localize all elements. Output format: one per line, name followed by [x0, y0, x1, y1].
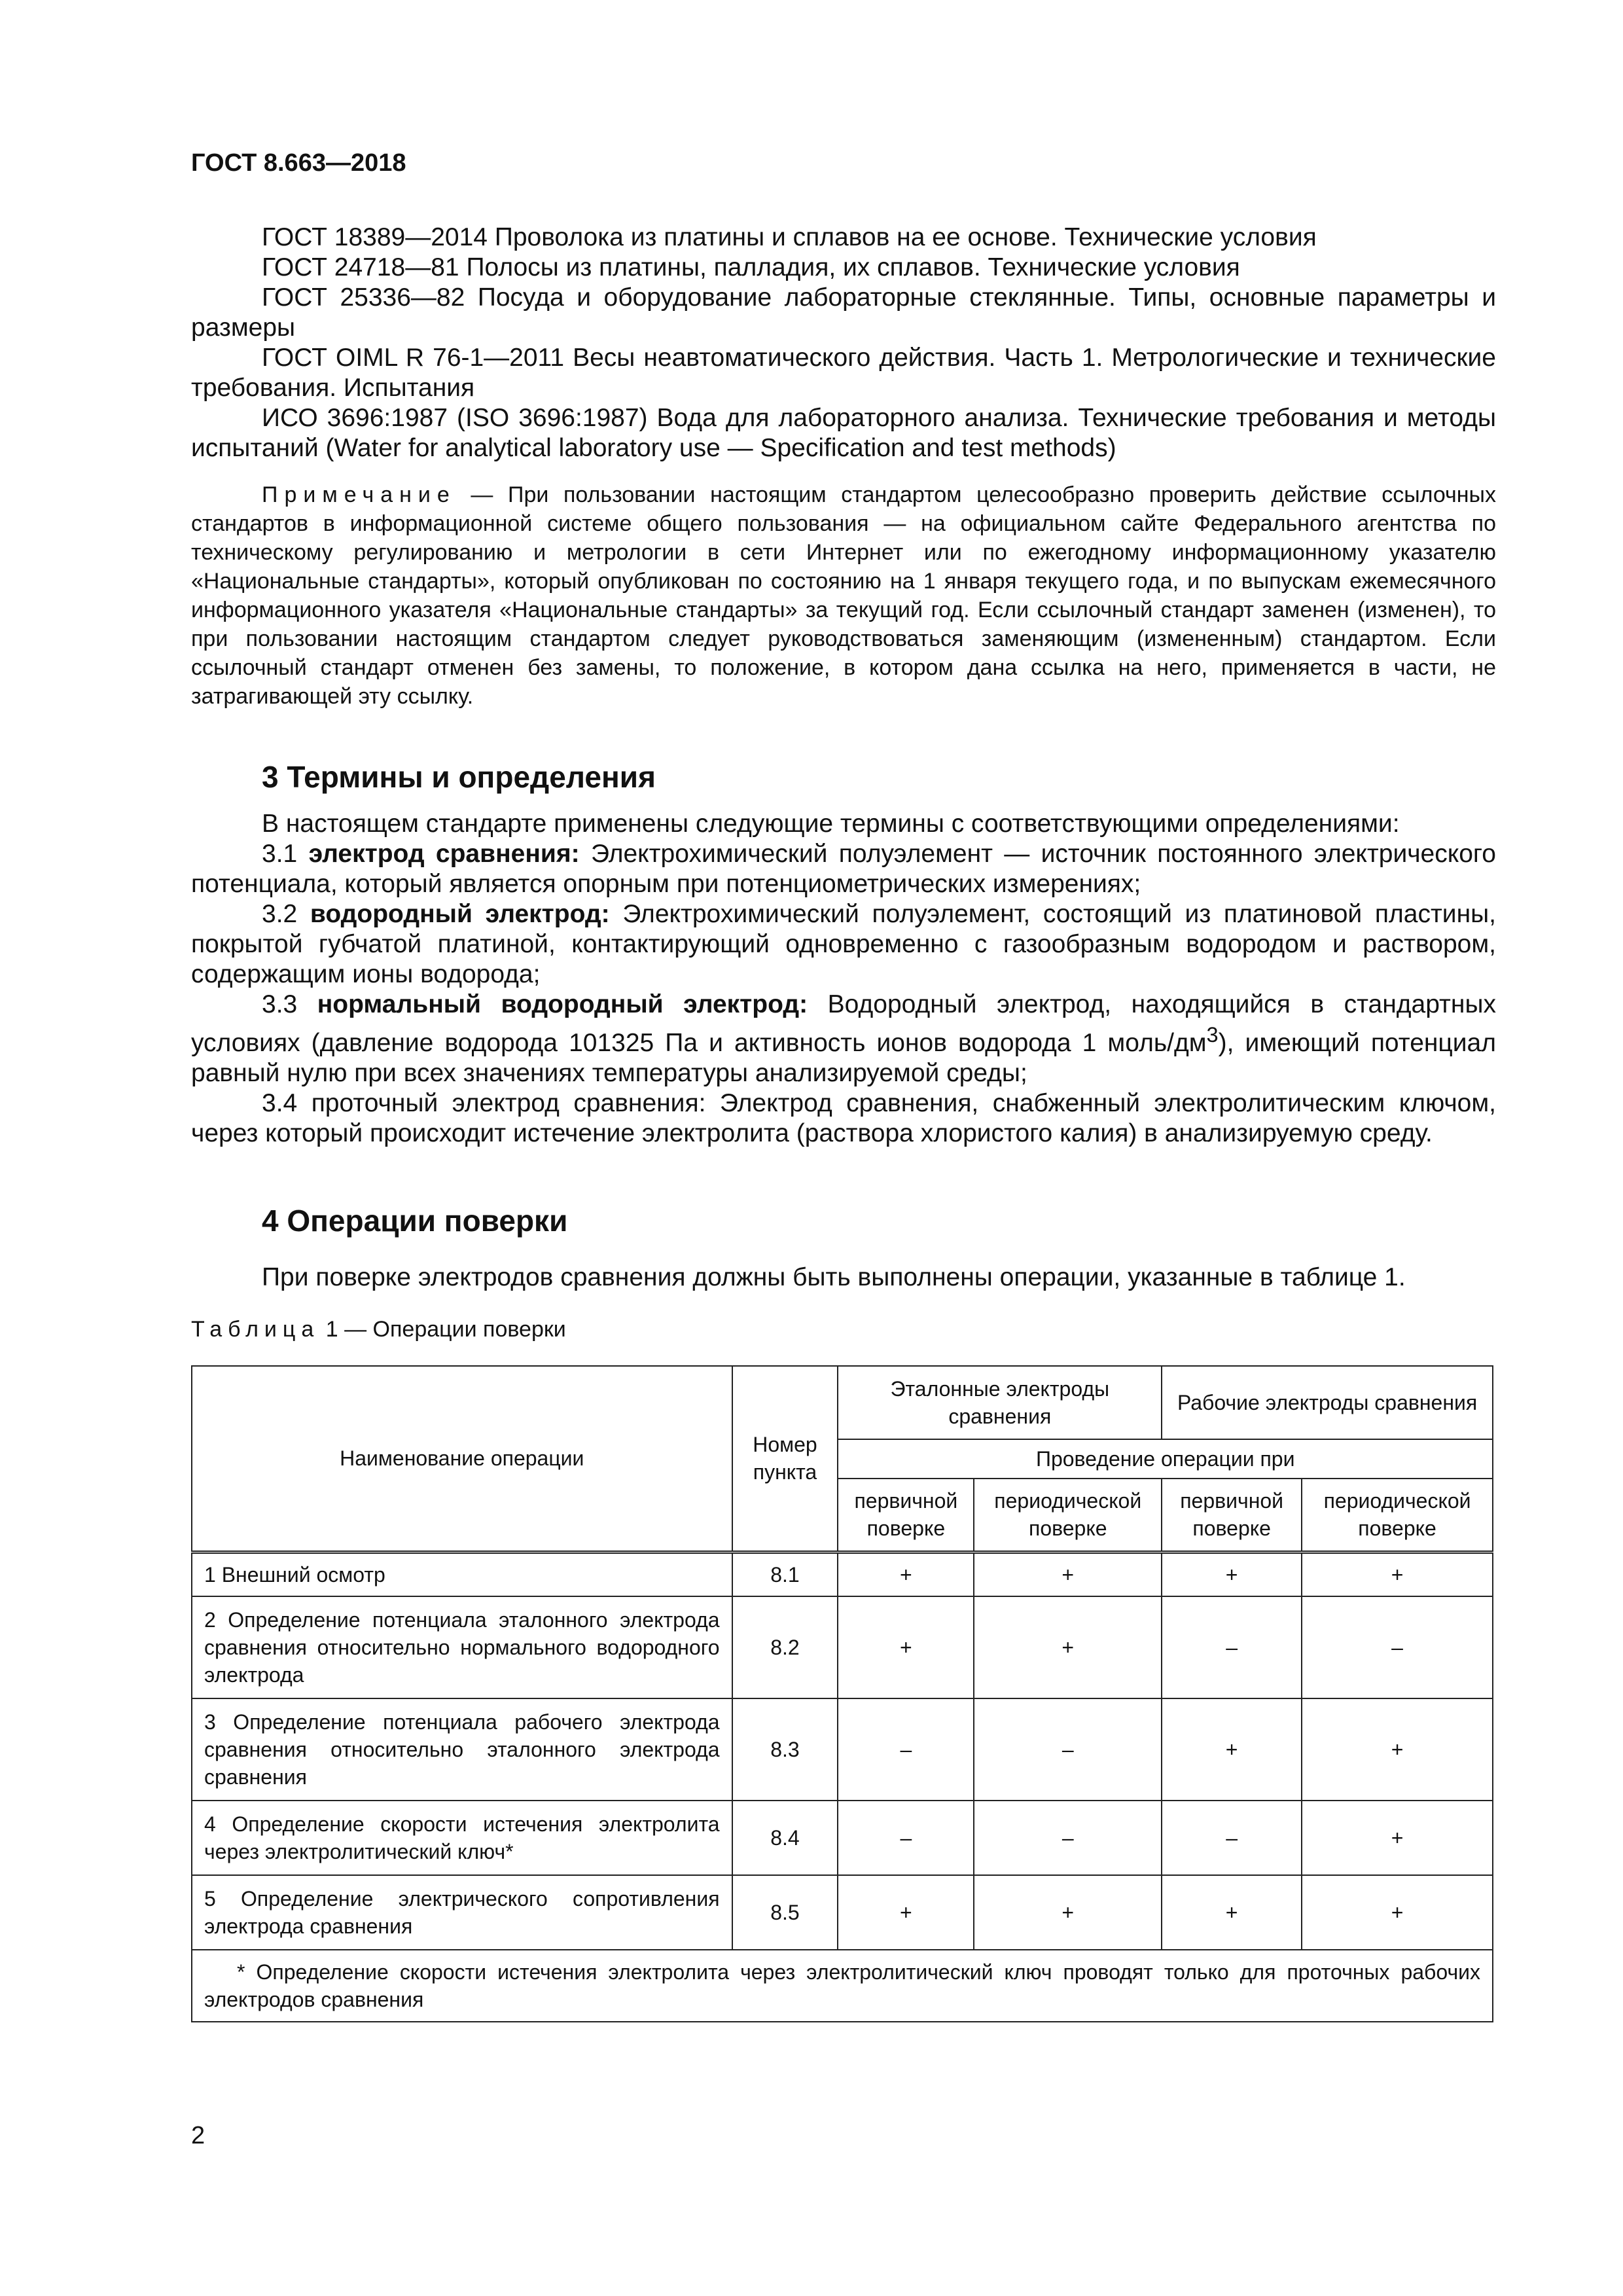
term: нормальный водородный электрод:: [317, 990, 808, 1018]
section-4-text: При поверке электродов сравнения должны быть выполнены операции, указанные в таблице 1.: [262, 1263, 1406, 1291]
mark-cell: +: [1302, 1875, 1493, 1950]
reference-item: ГОСТ 18389—2014 Проволока из платины и сплавов на ее основе. Технические условия: [262, 223, 1317, 251]
table-row: [192, 1698, 1493, 1801]
mark-cell: +: [1162, 1698, 1302, 1801]
term: водородный электрод:: [310, 900, 610, 928]
header-conducting: Проведение операции при: [838, 1439, 1493, 1479]
header-primary: первичной поверке: [1162, 1479, 1302, 1552]
operations-table: [191, 1365, 1493, 2022]
term-definition: 3.1 электрод сравнения: Электрохимический полуэлемент — источник постоянного электрического потенциала, который является опорным при потенциометрических измерениях;: [191, 840, 1496, 898]
mark-cell: –: [974, 1698, 1162, 1801]
operation-cell: 1 Внешний осмотр: [192, 1552, 732, 1596]
mark-cell: –: [838, 1801, 974, 1875]
item-number-cell: 8.1: [732, 1552, 838, 1596]
reference-item: ГОСТ OIML R 76-1—2011 Весы неавтоматического действия. Часть 1. Метрологические и технические требования. Испытания: [191, 344, 1496, 402]
section-3-intro: В настоящем стандарте применены следующие термины с соответствующими определениями:: [262, 810, 1400, 838]
mark-cell: +: [1302, 1552, 1493, 1596]
reference-item: ИСО 3696:1987 (ISO 3696:1987) Вода для лабораторного анализа. Технические требования и методы испытаний (Water for analytical laboratory use — Specification and test methods): [191, 404, 1496, 462]
section-3-heading: 3 Термины и определения: [262, 760, 656, 794]
item-number-cell: 8.5: [732, 1875, 838, 1950]
mark-cell: –: [974, 1801, 1162, 1875]
mark-cell: –: [838, 1698, 974, 1801]
table-caption: Таблица 1 — Операции поверки: [191, 1317, 566, 1342]
page-number: 2: [191, 2122, 205, 2149]
section-4-heading: 4 Операции поверки: [262, 1204, 568, 1238]
mark-cell: +: [974, 1552, 1162, 1596]
table-row: [192, 1552, 1493, 1596]
reference-item: ГОСТ 24718—81 Полосы из платины, палладия, их сплавов. Технические условия: [262, 253, 1240, 281]
mark-cell: +: [1162, 1552, 1302, 1596]
operation-cell: 5 Определение электрического сопротивления электрода сравнения: [192, 1875, 732, 1950]
header-operation: Наименование операции: [192, 1366, 732, 1552]
table-footnote-row: [192, 1950, 1493, 2022]
item-number-cell: 8.2: [732, 1596, 838, 1698]
term-definition: 3.4 проточный электрод сравнения: Электрод сравнения, снабженный электролитическим ключом, через который происходит истечение электролита (раствора хлористого калия) в анализируемую среду.: [191, 1089, 1496, 1147]
operation-cell: 4 Определение скорости истечения электролита через электролитический ключ*: [192, 1801, 732, 1875]
mark-cell: –: [1302, 1596, 1493, 1698]
mark-cell: +: [838, 1875, 974, 1950]
mark-cell: +: [1302, 1801, 1493, 1875]
header-item-number: Номер пункта: [732, 1366, 838, 1552]
mark-cell: +: [838, 1596, 974, 1698]
mark-cell: +: [838, 1552, 974, 1596]
standard-header: ГОСТ 8.663—2018: [191, 149, 406, 177]
mark-cell: +: [1302, 1698, 1493, 1801]
mark-cell: +: [974, 1596, 1162, 1698]
header-periodic: периодической поверке: [974, 1479, 1162, 1552]
table-row: [192, 1801, 1493, 1875]
mark-cell: +: [1162, 1875, 1302, 1950]
note-label: Примечание: [262, 482, 456, 507]
term-definition: 3.3 нормальный водородный электрод: Водородный электрод, находящийся в стандартных условиях (давление водорода 101325 Па и активность ионов водорода 1 моль/$дм^3$), имеющий потенциал равный нулю при всех значениях температуры анализируемой среды;: [191, 990, 1496, 1087]
mark-cell: –: [1162, 1596, 1302, 1698]
item-number-cell: 8.3: [732, 1698, 838, 1801]
header-periodic: периодической поверке: [1302, 1479, 1493, 1552]
operation-cell: 2 Определение потенциала эталонного электрода сравнения относительно нормального водородного электрода: [192, 1596, 732, 1698]
note-text: — При пользовании настоящим стандартом целесообразно проверить действие ссылочных стандартов в информационной системе общего пользования — на официальном сайте Федерального агентства по техническому регулированию и метрологии в сети Интернет или по ежегодному информационному указателю «Национальные стандарты», который опубликован по состоянию на 1 января текущего года, и по выпускам ежемесячного информационного указателя «Национальные стандарты» за текущий год. Если ссылочный стандарт заменен (изменен), то при пользовании настоящим стандартом следует руководствоваться заменяющим (измененным) стандартом. Если ссылочный стандарт отменен без замены, то положение, в котором дана ссылка на него, применяется в части, не затрагивающей эту ссылку.: [191, 482, 1496, 709]
header-working-electrodes: Рабочие электроды сравнения: [1162, 1366, 1493, 1439]
table-footnote: * Определение скорости истечения электролита через электролитический ключ проводят только для проточных рабочих электродов сравнения: [192, 1950, 1493, 2022]
header-reference-electrodes: Эталонные электроды сравнения: [838, 1366, 1162, 1439]
term-definition: 3.2 водородный электрод: Электрохимический полуэлемент, состоящий из платиновой пластины, покрытой губчатой платиной, контактирующий одновременно с газообразным водородом и раствором, содержащим ионы водорода;: [191, 900, 1496, 988]
mark-cell: –: [1162, 1801, 1302, 1875]
reference-item: ГОСТ 25336—82 Посуда и оборудование лабораторные стеклянные. Типы, основные параметры и размеры: [191, 283, 1496, 342]
table-caption-label: Таблица: [191, 1317, 320, 1342]
item-number-cell: 8.4: [732, 1801, 838, 1875]
term: электрод сравнения:: [308, 840, 580, 868]
mark-cell: +: [974, 1875, 1162, 1950]
operation-cell: 3 Определение потенциала рабочего электрода сравнения относительно эталонного электрода сравнения: [192, 1698, 732, 1801]
note-block: [191, 480, 1496, 711]
section-3-body: [191, 809, 1496, 1149]
references-list: [191, 223, 1496, 463]
table-row: [192, 1875, 1493, 1950]
header-primary: первичной поверке: [838, 1479, 974, 1552]
table-row: [192, 1596, 1493, 1698]
